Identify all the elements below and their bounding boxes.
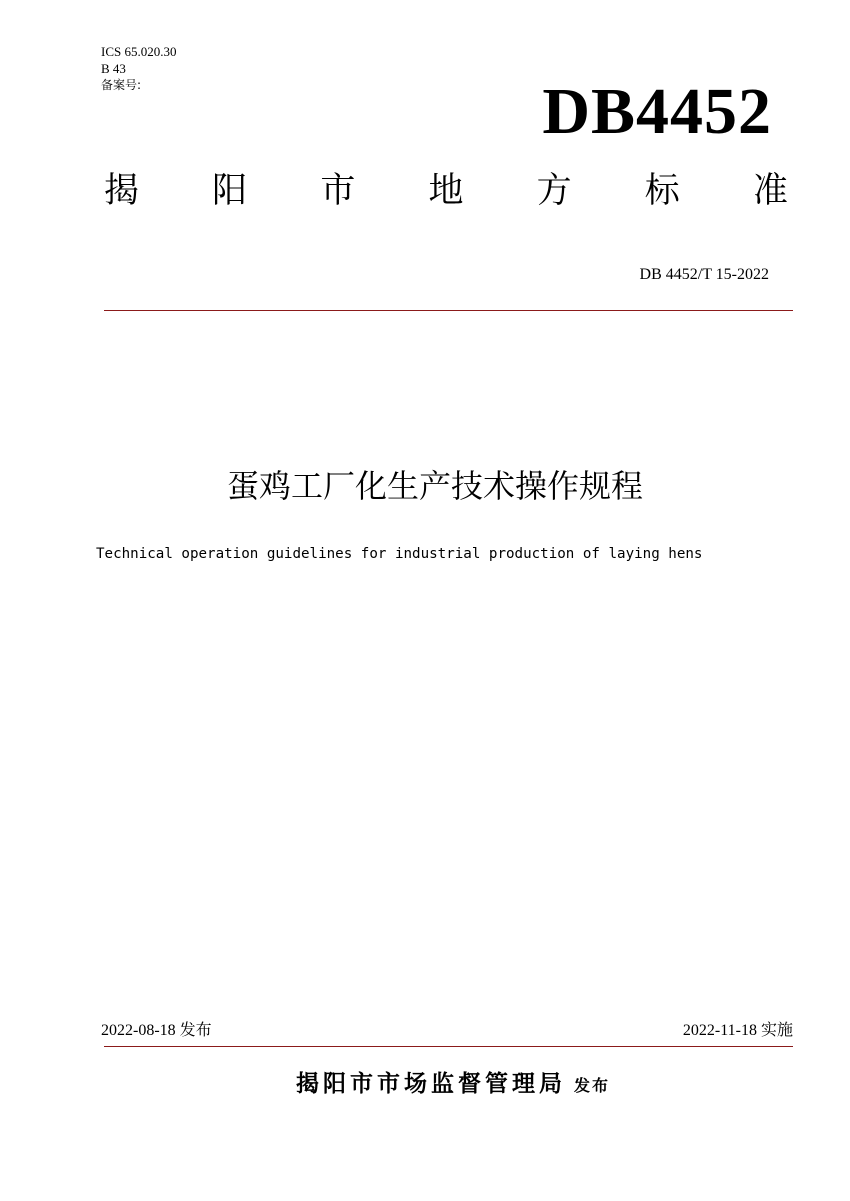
standard-title [104, 169, 788, 213]
record-number-label: 备案号: [101, 78, 142, 92]
standard-title-char: 市 [320, 171, 356, 211]
standard-number: DB 4452/T 15-2022 [639, 266, 769, 283]
standard-title-char: 准 [752, 171, 788, 211]
publish-date: 2022-08-18 发布 [101, 1022, 212, 1039]
standard-title-char: 阳 [212, 171, 248, 211]
standard-title-char: 方 [536, 171, 572, 211]
issuer-suffix: 发布 [573, 1076, 610, 1095]
issuer [0, 1069, 850, 1101]
classification-code: B 43 [101, 61, 126, 76]
bottom-divider [104, 1046, 793, 1047]
top-divider [104, 310, 793, 311]
standard-title-char: 揭 [104, 171, 140, 211]
document-title-en: Technical operation guidelines for industrial production of laying hens [96, 546, 703, 562]
db-code: DB4452 [542, 75, 772, 148]
effective-date: 2022-11-18 实施 [682, 1022, 793, 1039]
standard-title-char: 标 [644, 171, 680, 211]
issuer-name: 揭阳市市场监督管理局 [295, 1071, 566, 1097]
standard-title-char: 地 [428, 171, 464, 211]
document-title-cn: 蛋鸡工厂化生产技术操作规程 [226, 467, 643, 505]
ics-code: ICS 65.020.30 [101, 44, 177, 59]
